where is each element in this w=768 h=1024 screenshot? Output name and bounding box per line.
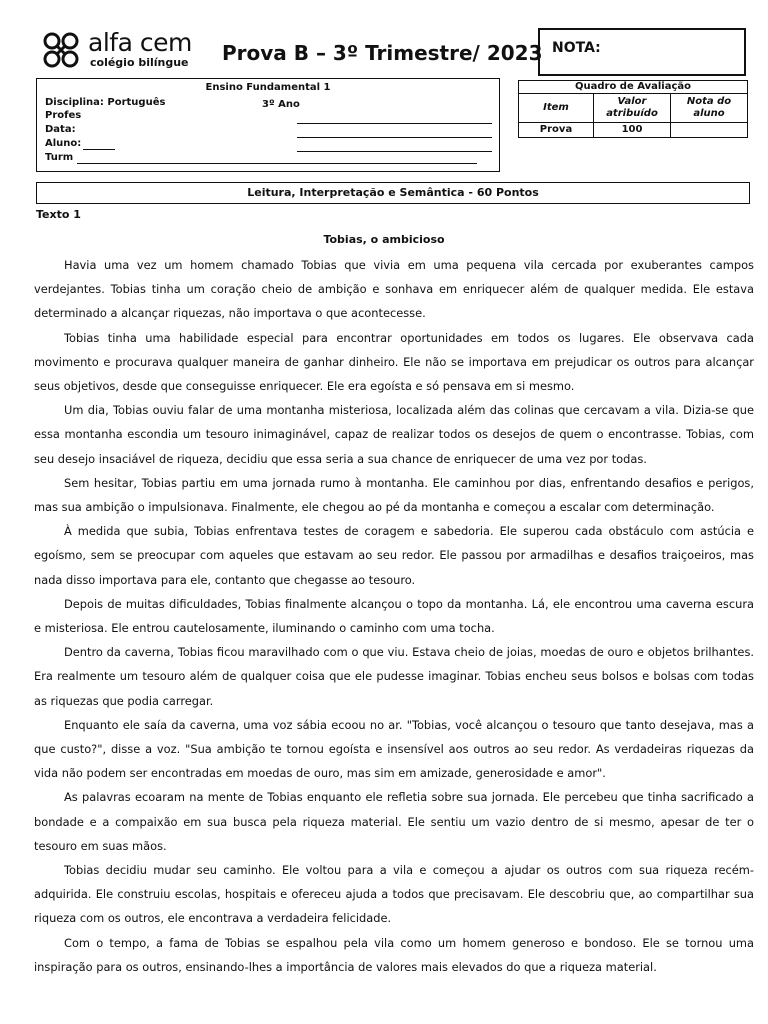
class-line xyxy=(77,163,477,164)
paragraph: Com o tempo, a fama de Tobias se espalhou pela vila como um homem generoso e bondoso. Ele se tornou uma inspiração para os outros, ensinando-lhes a importância de valores mais elevados do que a riqueza material. xyxy=(34,935,754,974)
grade-label: NOTA: xyxy=(552,40,601,56)
paragraph: À medida que subia, Tobias enfrentava testes de coragem e sabedoria. Ele superou cada obstáculo com astúcia e egoísmo, sem se preocupar com aqueles que estavam ao seu redor. Ele passou por armadilhas e desafios traiçoeiros, mas nada disso importava para ele, contanto que chegasse ao tesouro. xyxy=(34,524,754,587)
student-info-box xyxy=(36,78,500,172)
paragraph: Havia uma vez um homem chamado Tobias que vivia em uma pequena vila cercada por exuberantes campos verdejantes. Tobias tinha um coração cheio de ambição e sonhava em enriquecer além de qualquer medida. Ele estava determinado a alcançar riquezas, não importava o que acontecesse. xyxy=(34,258,754,321)
logo-subtitle: colégio bilíngue xyxy=(90,56,189,69)
eval-header-value: Valor atribuído xyxy=(594,94,671,123)
text-label: Texto 1 xyxy=(36,208,81,221)
student-line xyxy=(297,151,492,152)
paragraph: Dentro da caverna, Tobias ficou maravilhado com o que viu. Estava cheio de joias, moedas de ouro e objetos brilhantes. Era realmente um tesouro além de qualquer coisa que ele pudesse imaginar. Tobias encheu seus bolsos e bolsas com todas as riquezas que podia carregar. xyxy=(34,645,754,708)
eval-cell-grade xyxy=(671,123,748,138)
logo-brand: alfa cem xyxy=(88,28,192,57)
exam-title: Prova B – 3º Trimestre/ 2023 xyxy=(222,41,543,65)
eval-cell-value: 100 xyxy=(594,123,671,138)
date-line xyxy=(297,137,492,138)
eval-cell-item: Prova xyxy=(519,123,594,138)
table-row xyxy=(519,123,748,138)
paragraph: Depois de muitas dificuldades, Tobias finalmente alcançou o topo da montanha. Lá, ele encontrou uma caverna escura e misteriosa. Ele entrou cautelosamente, iluminando o caminho com uma tocha. xyxy=(34,596,754,636)
school-level: Ensino Fundamental 1 xyxy=(205,82,331,93)
student-name-line xyxy=(83,149,115,150)
eval-header-grade: Nota do aluno xyxy=(671,94,748,123)
discipline-label: Disciplina: Português xyxy=(45,97,166,108)
paragraph: Enquanto ele saía da caverna, uma voz sábia ecoou no ar. "Tobias, você alcançou o tesouro que tanto desejava, mas a que custo?", disse a voz. "Sua ambição te tornou egoísta e insensível aos outros ao seu redor. As verdadeiras riquezas da vida não podem ser encontradas em moedas de ouro, mas sim em amizade, generosidade e amor". xyxy=(34,717,754,781)
logo-knot-icon xyxy=(40,30,84,72)
school-logo xyxy=(40,28,210,74)
student-label: Aluno: xyxy=(45,138,82,149)
story-body xyxy=(34,253,754,979)
paragraph: Tobias decidiu mudar seu caminho. Ele voltou para a vila e começou a ajudar os outros com sua riqueza recém-adquirida. Ele construiu escolas, hospitais e ofereceu ajuda a todos que precisavam. Ele descobriu que, ao compartilhar sua riqueza com os outros, ele encontrava a verdadeira felicidade. xyxy=(34,863,754,926)
section-title: Leitura, Interpretação e Semântica - 60 Pontos xyxy=(36,182,750,204)
grade-box xyxy=(538,28,746,76)
date-label: Data: xyxy=(45,124,76,135)
grade-year: 3º Ano xyxy=(262,99,300,110)
paragraph: Um dia, Tobias ouviu falar de uma montanha misteriosa, localizada além das colinas que cercavam a vila. Dizia-se que essa montanha escondia um tesouro inimaginável, capaz de realizar todos os desejos de quem o encontrasse. Tobias, com seu desejo insaciável de riqueza, decidiu que essa seria a sua chance de enriquecer de uma vez por todas. xyxy=(34,403,754,466)
class-label: Turm xyxy=(45,152,74,163)
evaluation-caption: Quadro de Avaliação xyxy=(519,81,748,94)
paragraph: As palavras ecoaram na mente de Tobias enquanto ele refletia sobre sua jornada. Ele percebeu que tinha sacrificado a bondade e a compaixão em sua busca pela riqueza material. Ele sentiu um vazio dentro de si mesmo, apesar de ter o tesouro em suas mãos. xyxy=(34,790,754,853)
teacher-line xyxy=(297,123,492,124)
paragraph: Tobias tinha uma habilidade especial para encontrar oportunidades em todos os lugares. Ele observava cada movimento e procurava qualquer maneira de ganhar dinheiro. Ele não se importava em prejudicar os outros para alcançar seus objetivos, desde que conseguisse enriquecer. Ele era egoísta e só pensava em si mesmo. xyxy=(34,330,754,394)
eval-header-item: Item xyxy=(519,94,594,123)
story-title: Tobias, o ambicioso xyxy=(323,233,445,246)
paragraph: Sem hesitar, Tobias partiu em uma jornada rumo à montanha. Ele caminhou por dias, enfrentando desafios e perigos, mas sua ambição o impulsionava. Finalmente, ele chegou ao pé da montanha e começou a escalar com determinação. xyxy=(34,475,754,515)
evaluation-table xyxy=(518,80,748,138)
teacher-label: Profes xyxy=(45,110,82,121)
